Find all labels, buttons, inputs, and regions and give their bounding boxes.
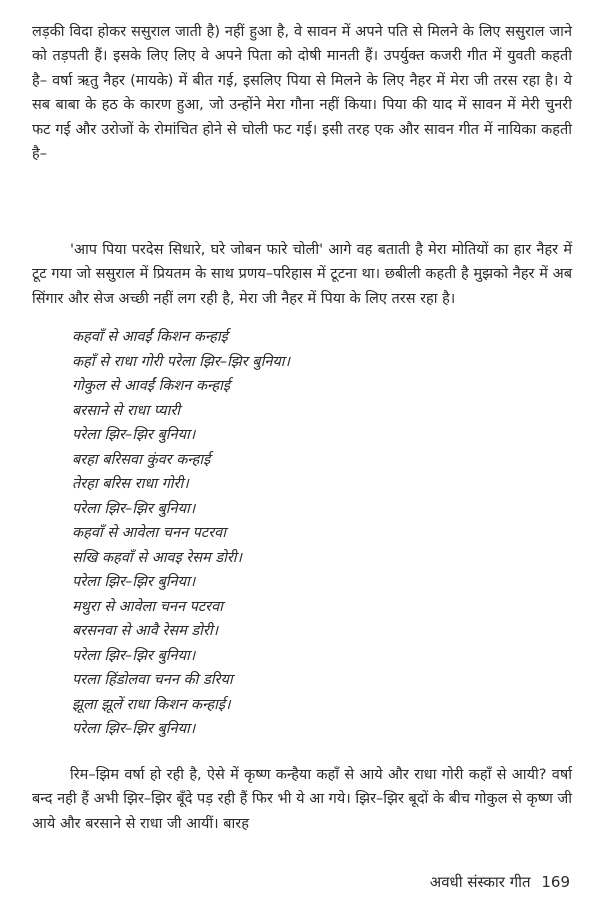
verse-line: गोकुल से आवईं किशन कन्हाई [72, 378, 230, 394]
folk-song-verse [72, 325, 552, 742]
verse-line: झूला झूलें राधा किशन कन्हाई। [72, 696, 231, 713]
body-paragraph: लड़की विदा होकर ससुराल जाती है) नहीं हुआ है, वे सावन में अपने पति से मिलने के लिए ससुराल जाने को तड़पती हैं। इसके लिए लिए वे अपने पिता को दोषी मानती हैं। उपर्युक्त कजरी गीत में युवती कहती है– वर्षा ऋतु नैहर (मायके) में बीत गई, इसलिए पिया से मिलने के लिए नैहर में मेरा जी तरस रहा है। ये सब बाबा के हठ के कारण हुआ, जो उन्होंने मेरा गौना नहीं किया। पिया की याद में सावन में मेरी चुनरी फट गई और उरोजों के रोमांचित होने से चोली फट गई। इसी तरह एक और सावन गीत में नायिका कहती है– [32, 24, 572, 163]
verse-line: कहवाँ से आवईं किशन कन्हाई [72, 329, 228, 345]
body-paragraph: 'आप पिया परदेस सिधारे, घरे जोबन फारे चोली' आगे वह बताती है मेरा मोतियों का हार नैहर में टूट गया जो ससुराल में प्रियतम के साथ प्रणय–परिहास में टूटना था। छबीली कहती है मुझको नैहर में अब सिंगार और सेज अच्छी नहीं लग रही है, मेरा जी नैहर में पिया के लिए तरस रहा है। [32, 242, 572, 307]
verse-line: मथुरा से आवेला चनन पटरवा [72, 598, 223, 615]
verse-line: परेला झिर–झिर बुनिया। [72, 427, 196, 443]
verse-line: परेला झिर–झिर बुनिया। [72, 500, 196, 517]
page-footer [430, 872, 570, 892]
verse-line: परेला झिर–झिर बुनिया। [72, 574, 196, 590]
verse-line: परला हिंडोलवा चनन की डरिया [72, 672, 233, 688]
page-number: 169 [541, 873, 570, 891]
verse-line: तेरहा बरिस राधा गोरी। [72, 476, 189, 492]
verse-line: कहाँ से राधा गोरी परेला झिर–झिर बुनिया। [72, 353, 291, 370]
verse-line: सखि कहवाँ से आवइ रेसम डोरी। [72, 549, 243, 566]
running-book-title: अवधी संस्कार गीत [429, 873, 531, 891]
verse-line: परेला झिर–झिर बुनिया। [72, 647, 196, 664]
verse-line: बरहा बरिसवा कुंवर कन्हाई [72, 451, 211, 468]
verse-line: कहवाँ से आवेला चनन पटरवा [72, 525, 226, 541]
body-paragraph: रिम–झिम वर्षा हो रही है, ऐसे में कृष्ण कन्हैया कहाँ से आये और राधा गोरी कहाँ से आयी? वर्षा बन्द नही हैं अभी झिर–झिर बूँदे पड़ रही हैं फिर भी ये आ गये। झिर–झिर बूदों के बीच गोकुल से कृष्ण जी आये और बरसाने से राधा जी आयीं। बारह [32, 767, 572, 832]
verse-line: बरसाने से राधा प्यारी [72, 402, 181, 419]
verse-line: बरसनवा से आवै रेसम डोरी। [72, 623, 219, 639]
verse-line: परेला झिर–झिर बुनिया। [72, 721, 196, 737]
